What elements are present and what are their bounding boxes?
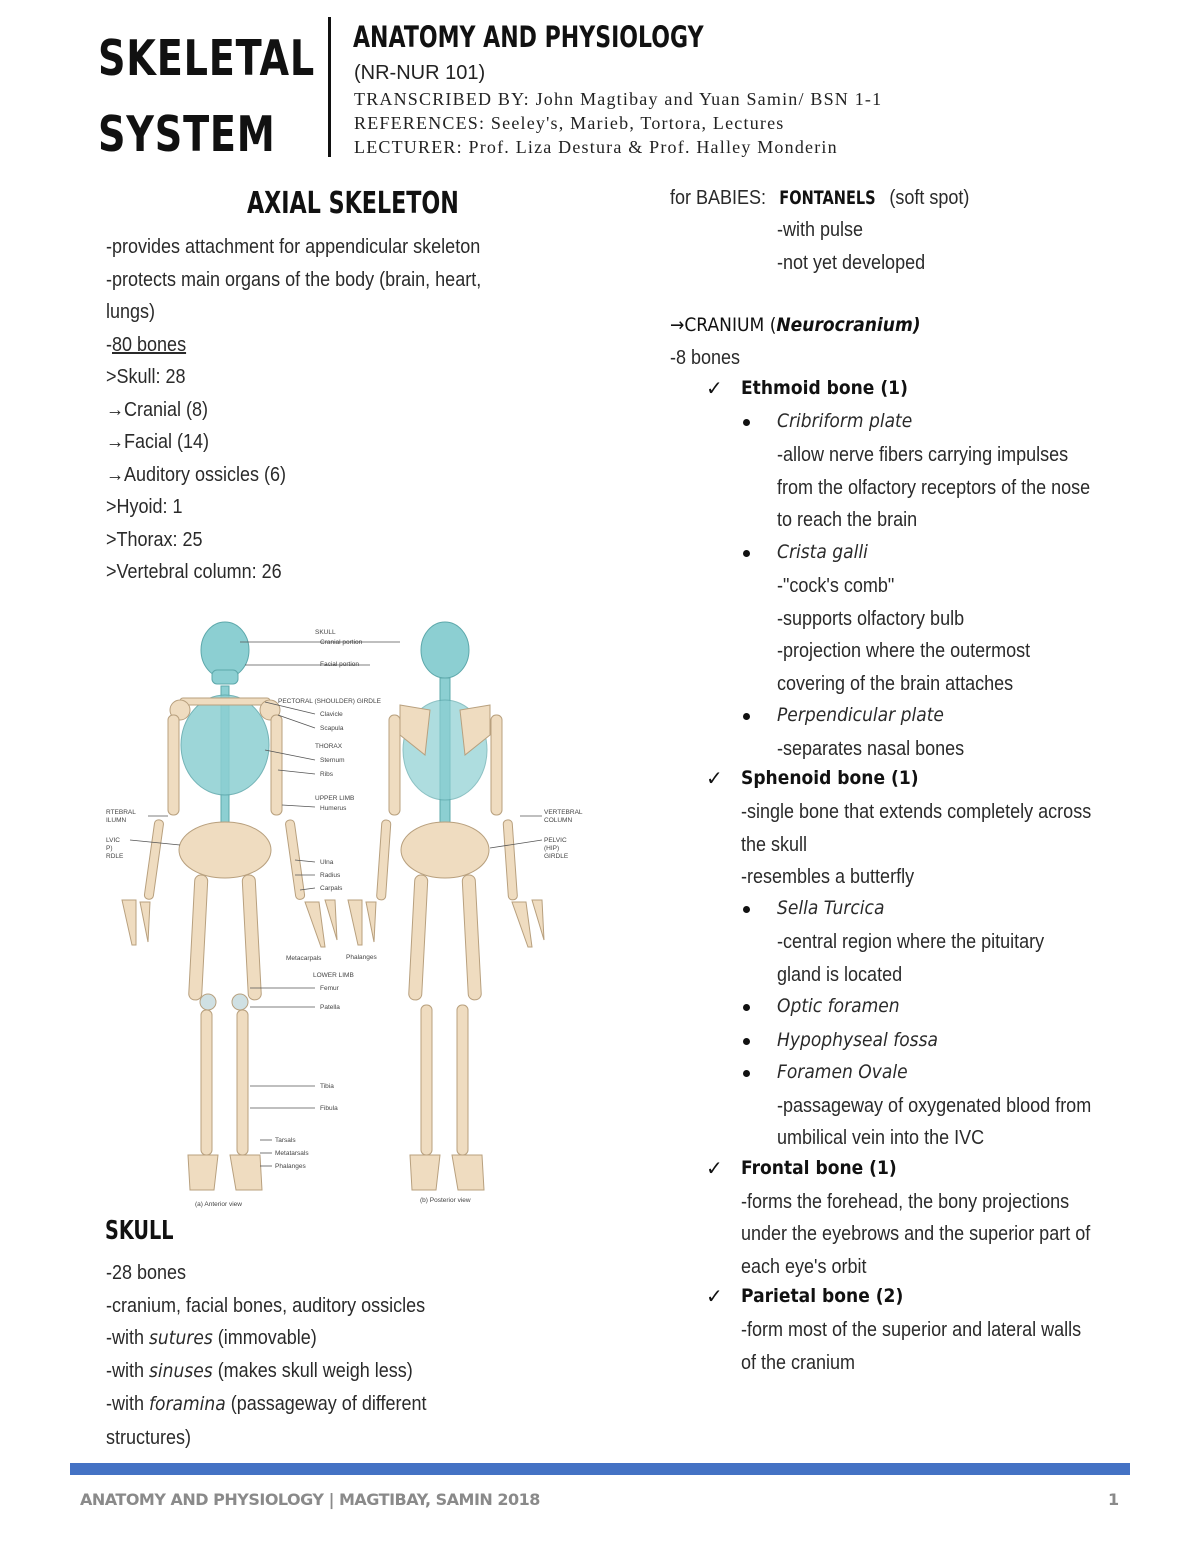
skull-line-sinuses: -with sinuses (makes skull weigh less): [106, 1360, 413, 1382]
bone-detail: -central region where the pituitary: [777, 931, 1045, 953]
bone-detail: -supports olfactory bulb: [777, 608, 965, 630]
label-skull: SKULL: [315, 629, 336, 636]
label-vertebral-left-2: ILUMN: [106, 817, 127, 824]
skull-line: -cranium, facial bones, auditory ossicles: [106, 1295, 426, 1317]
caption-posterior-view: (b) Posterior view: [420, 1197, 471, 1204]
bone-detail: -single bone that extends completely across: [741, 801, 1092, 823]
bone-detail: umbilical vein into the IVC: [777, 1127, 985, 1149]
cranium-count: -8 bones: [670, 347, 741, 369]
bullet-icon: [743, 550, 750, 557]
axial-skeleton-heading: AXIAL SKELETON: [247, 186, 459, 221]
bone-detail: under the eyebrows and the superior part of: [741, 1223, 1091, 1245]
lecturer: LECTURER: Prof. Liza Destura & Prof. Halley Monderin: [354, 137, 838, 157]
axial-line: -protects main organs of the body (brain, heart,: [106, 269, 482, 291]
footer-bar: [70, 1463, 1130, 1475]
check-icon: ✓: [706, 766, 723, 790]
label-phalanges-hand: Phalanges: [346, 954, 377, 961]
axial-line: →Cranial (8): [106, 399, 209, 421]
label-lower-limb: LOWER LIMB: [313, 972, 354, 979]
label-patella: Patella: [320, 1004, 340, 1011]
bone-detail: gland is located: [777, 964, 903, 986]
posterior-skeleton: [348, 622, 544, 1190]
bullet-icon: [743, 1070, 750, 1077]
label-fibula: Fibula: [320, 1105, 338, 1112]
foramen-ovale: Foramen Ovale: [777, 1061, 908, 1083]
label-carpals: Carpals: [320, 885, 343, 892]
fontanels-line: for BABIES: FONTANELS (soft spot): [670, 187, 970, 209]
label-metatarsals: Metatarsals: [275, 1150, 309, 1157]
anterior-skeleton: [122, 622, 337, 1190]
hypophyseal-fossa: Hypophyseal fossa: [777, 1029, 938, 1051]
axial-line: lungs): [106, 301, 156, 323]
footer-text: ANATOMY AND PHYSIOLOGY | MAGTIBAY, SAMIN 2018: [80, 1490, 540, 1509]
bone-detail: -passageway of oxygenated blood from: [777, 1095, 1092, 1117]
bullet-icon: [743, 906, 750, 913]
check-icon: ✓: [706, 1284, 723, 1308]
perpendicular-plate: Perpendicular plate: [777, 704, 944, 726]
axial-line: >Thorax: 25: [106, 529, 203, 551]
label-scapula: Scapula: [320, 725, 344, 732]
skeleton-figure: [100, 610, 600, 1210]
label-thorax: THORAX: [315, 743, 343, 750]
fontanel-detail: -not yet developed: [777, 252, 926, 274]
bone-detail: of the cranium: [741, 1352, 856, 1374]
axial-line-bones: -80 bones: [106, 334, 187, 356]
label-vertebral-right: VERTEBRAL: [544, 809, 583, 816]
bone-detail: covering of the brain attaches: [777, 673, 1014, 695]
skull-line-foramina: -with foramina (passageway of different: [106, 1393, 427, 1415]
label-tibia: Tibia: [320, 1083, 334, 1090]
label-ulna: Ulna: [320, 859, 334, 866]
bullet-icon: [743, 713, 750, 720]
bone-detail: -resembles a butterfly: [741, 866, 915, 888]
bullet-icon: [743, 419, 750, 426]
label-radius: Radius: [320, 872, 341, 879]
label-tarsals: Tarsals: [275, 1137, 296, 1144]
header-divider: [328, 17, 331, 157]
parietal-bone: Parietal bone (2): [741, 1285, 904, 1307]
cranium-heading: →CRANIUM (Neurocranium): [670, 314, 921, 336]
axial-line: -provides attachment for appendicular skeleton: [106, 236, 481, 258]
label-phalanges-foot: Phalanges: [275, 1163, 306, 1170]
doc-title-line2: SYSTEM: [98, 106, 276, 163]
label-pectoral-girdle: PECTORAL (SHOULDER) GIRDLE: [278, 698, 381, 705]
doc-title-line1: SKELETAL: [98, 30, 315, 87]
bone-detail: from the olfactory receptors of the nose: [777, 477, 1091, 499]
skull-heading: SKULL: [105, 1216, 174, 1246]
label-cranial-portion: Cranial portion: [320, 639, 363, 646]
frontal-bone: Frontal bone (1): [741, 1157, 897, 1179]
axial-line: →Auditory ossicles (6): [106, 464, 287, 486]
skull-line: -28 bones: [106, 1262, 187, 1284]
axial-line: >Vertebral column: 26: [106, 561, 282, 583]
crista-galli: Crista galli: [777, 541, 868, 563]
label-vertebral-left: RTEBRAL: [106, 809, 136, 816]
transcribed-by: TRANSCRIBED BY: John Magtibay and Yuan Samin/ BSN 1-1: [354, 89, 883, 109]
bone-detail: -"cock's comb": [777, 575, 895, 597]
cribriform-plate: Cribriform plate: [777, 410, 913, 432]
fontanel-detail: -with pulse: [777, 219, 864, 241]
ethmoid-bone: Ethmoid bone (1): [741, 377, 908, 399]
page-number: 1: [1108, 1490, 1120, 1509]
skull-line: structures): [106, 1427, 192, 1449]
course-code: (NR-NUR 101): [354, 62, 486, 84]
label-humerus: Humerus: [320, 805, 347, 812]
bone-detail: -allow nerve fibers carrying impulses: [777, 444, 1069, 466]
caption-anterior-view: (a) Anterior view: [195, 1201, 242, 1208]
label-pelvic-left: LVIC: [106, 837, 120, 844]
bullet-icon: [743, 1038, 750, 1045]
course-title: ANATOMY AND PHYSIOLOGY: [353, 20, 704, 54]
label-metacarpals: Metacarpals: [286, 955, 322, 962]
axial-line: >Skull: 28: [106, 366, 186, 388]
skull-line-sutures: -with sutures (immovable): [106, 1327, 317, 1349]
bone-detail: to reach the brain: [777, 509, 918, 531]
label-pelvic-right-3: GIRDLE: [544, 853, 569, 860]
sella-turcica: Sella Turcica: [777, 897, 885, 919]
references: REFERENCES: Seeley's, Marieb, Tortora, Lectures: [354, 113, 785, 133]
bone-detail: -forms the forehead, the bony projections: [741, 1191, 1070, 1213]
optic-foramen: Optic foramen: [777, 995, 900, 1017]
axial-line: →Facial (14): [106, 431, 210, 453]
bone-detail: -projection where the outermost: [777, 640, 1031, 662]
label-ribs: Ribs: [320, 771, 334, 778]
check-icon: ✓: [706, 376, 723, 400]
label-upper-limb: UPPER LIMB: [315, 795, 355, 802]
sphenoid-bone: Sphenoid bone (1): [741, 767, 919, 789]
label-pelvic-right: PELVIC: [544, 837, 567, 844]
check-icon: ✓: [706, 1156, 723, 1180]
label-femur: Femur: [320, 985, 339, 992]
label-pelvic-right-2: (HIP): [544, 845, 560, 852]
bullet-icon: [743, 1004, 750, 1011]
label-pelvic-left-2: P): [106, 845, 113, 852]
bone-detail: the skull: [741, 834, 808, 856]
bone-detail: each eye's orbit: [741, 1256, 867, 1278]
label-vertebral-right-2: COLUMN: [544, 817, 573, 824]
label-sternum: Sternum: [320, 757, 345, 764]
bone-detail: -form most of the superior and lateral walls: [741, 1319, 1082, 1341]
axial-line: >Hyoid: 1: [106, 496, 183, 518]
label-pelvic-left-3: RDLE: [106, 853, 124, 860]
label-facial-portion: Facial portion: [320, 661, 360, 668]
bone-detail: -separates nasal bones: [777, 738, 965, 760]
label-clavicle: Clavicle: [320, 711, 343, 718]
